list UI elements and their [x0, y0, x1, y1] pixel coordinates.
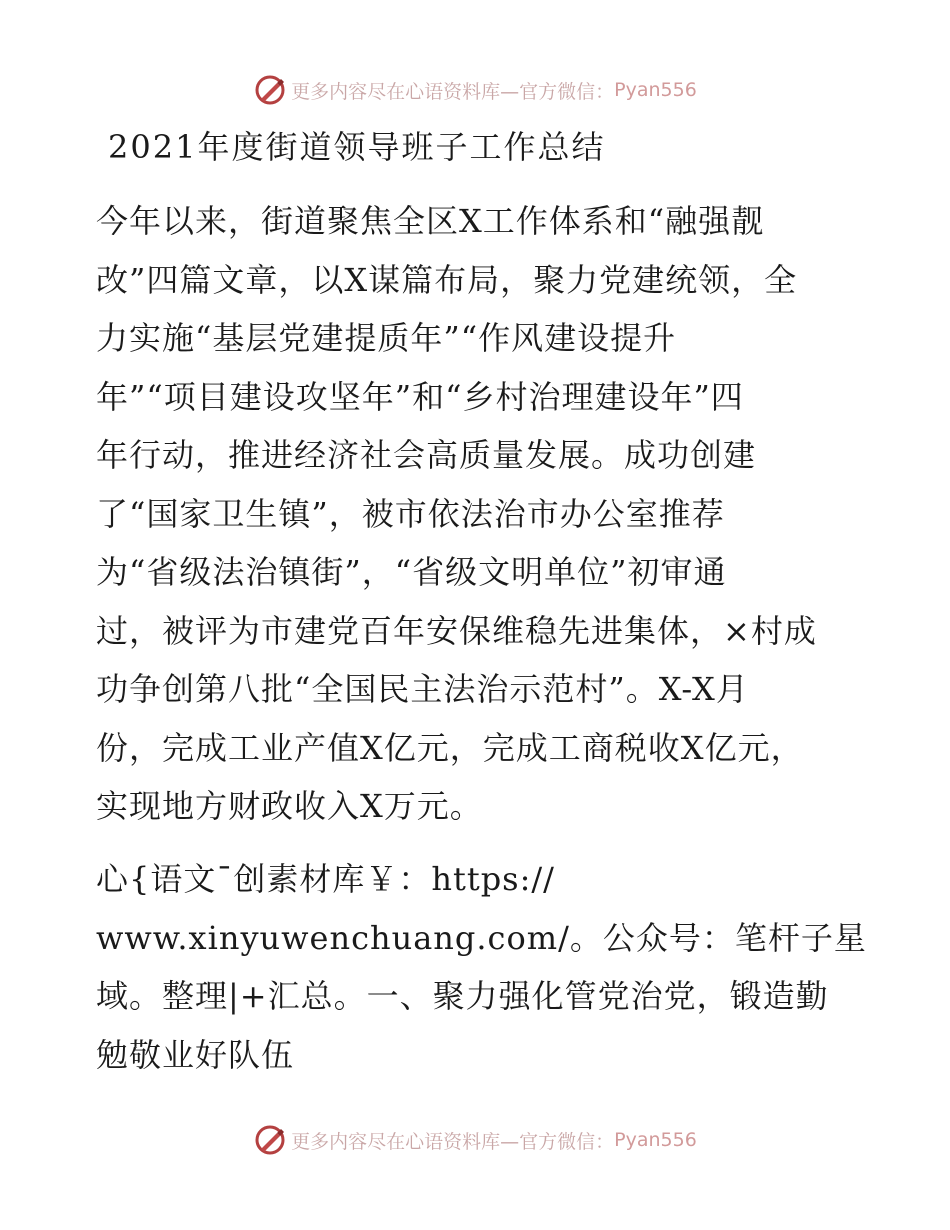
- watermark-text: 更多内容尽在心语资料库—官方微信：: [291, 1130, 615, 1153]
- text-line: 了“国家卫生镇”，被市依法治市办公室推荐: [96, 494, 725, 533]
- text-line: 年行动，推进经济社会高质量发展。成功创建: [96, 436, 757, 474]
- paragraph-intro: [96, 192, 856, 836]
- watermark-footer: [0, 1120, 950, 1160]
- document-title: 2021年度街道领导班子工作总结: [108, 128, 606, 166]
- watermark-header: [0, 70, 950, 110]
- text-line: 过，被评为市建党百年安保维稳先进集体，×村成: [96, 611, 817, 650]
- pen-logo-icon: [253, 1123, 287, 1157]
- text-line: www.xinyuwenchuang.com/。公众号：笔杆子星: [96, 918, 867, 957]
- paragraph-section-one: [96, 850, 867, 1084]
- text-line: 功争创第八批“全国民主法治示范村”。X-X月: [96, 670, 749, 708]
- text-line: 份，完成工业产值X亿元，完成工商税收X亿元，: [96, 728, 804, 767]
- watermark-handle: Pyan556: [614, 1129, 697, 1151]
- text-line: 改”四篇文章，以X谋篇布局，聚力党建统领，全: [96, 260, 798, 299]
- text-line: 实现地方财政收入X万元。: [96, 787, 483, 825]
- text-line: 域。整理|+汇总。一、聚力强化管党治党，锻造勤: [96, 977, 829, 1015]
- text-line: 今年以来，街道聚焦全区X工作体系和“融强靓: [96, 202, 765, 240]
- watermark-text: 更多内容尽在心语资料库—官方微信：: [291, 80, 615, 103]
- text-line: 勉敬业好队伍: [96, 1035, 295, 1074]
- text-line: 力实施“基层党建提质年”“作风建设提升: [96, 319, 677, 357]
- text-line: 心{语文¯创素材库￥：https://: [96, 860, 555, 898]
- watermark-handle: Pyan556: [614, 79, 697, 101]
- pen-logo-icon: [253, 73, 287, 107]
- text-line: 年”“项目建设攻坚年”和“乡村治理建设年”四: [96, 377, 744, 416]
- text-line: 为“省级法治镇街”，“省级文明单位”初审通: [96, 553, 727, 591]
